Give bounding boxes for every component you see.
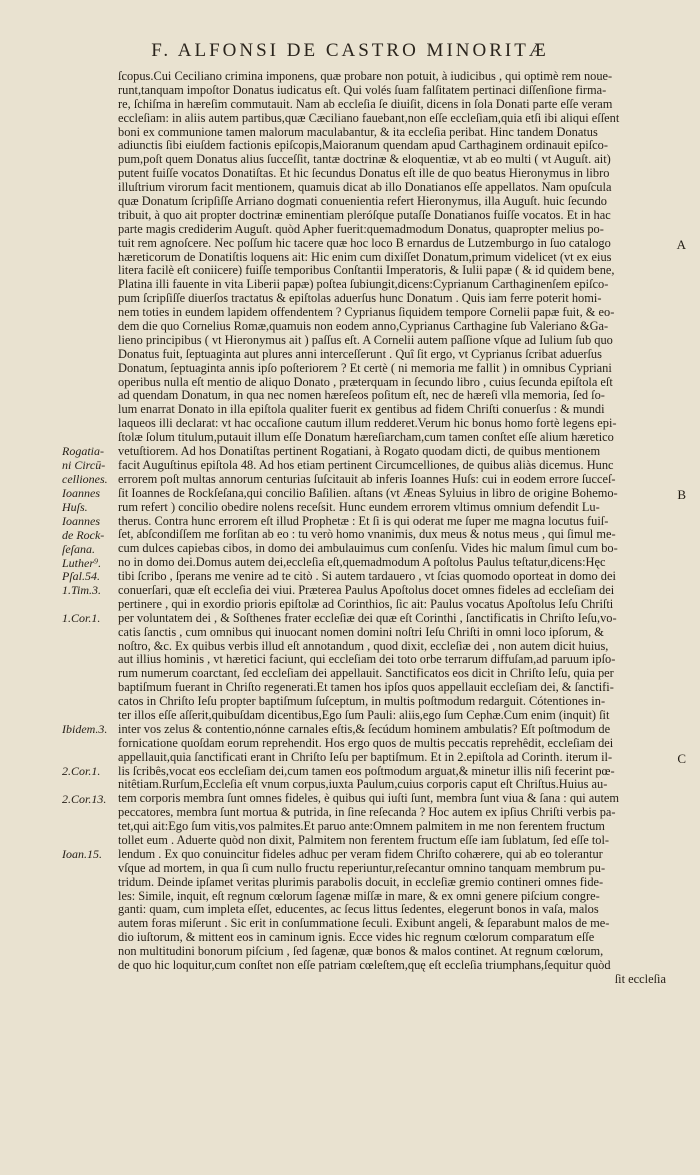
text-line: parte magis crediderim Auguſt. quòd Apher fuerit:quemadmodum Donatus, quapropter melius po- bbox=[118, 222, 604, 236]
text-line: lieno principibus ( vt Hieronymus ait ) paſſus eſt. A Cornelii autem paſſione vſque ad Iulium ſub quo bbox=[118, 333, 613, 347]
text-line: ſit Ioannes de Rockſeſana,qui concilio Baſilien. aſtans (vt Æneas Syluius in libro de origine Bohemo- bbox=[118, 486, 618, 500]
text-line: hæreticorum de Donatiſtis loquens ait: Hic enim cum dixiſſet Donatum,primum videlicet (vt ex eius bbox=[118, 250, 612, 264]
text-line: cum dulces capiebas cibos, in domo dei ambulauimus cum conſenſu. Vides hic malum ſimul cum bo- bbox=[118, 542, 618, 556]
text-line: vſque ad mortem, in qua ſi cum nullo fructu reperiuntur,reſecantur omnino tanquam membrum pu- bbox=[118, 861, 606, 875]
section-marker: A bbox=[676, 236, 686, 252]
text-line: tollet eum . Aduerte quòd non dixit, Palmitem non ferentem fructum eſſe iam ſublatum, ſed eſſe tol- bbox=[118, 833, 610, 847]
text-line: ter illos eſſe aſſerit,quibuſdam dicentibus,Ego ſum Pauli: aliis,ego ſum Cephæ.Cum enim (inquit) ſit bbox=[118, 708, 610, 722]
text-line: putent fuiſſe vocatos Donatiſtas. Et hic ſecundus Donatus eſt ille de quo beatus Hieronymus in libro bbox=[118, 167, 610, 181]
margin-note: Ioannes bbox=[62, 513, 100, 528]
text-line: noſtro, &c. Ex quibus verbis illud eſt annotandum , quod dixit, eccleſiæ dei , non autem dicit huius, bbox=[118, 639, 609, 653]
margin-note: Ioan.15. bbox=[62, 847, 102, 862]
margin-note: Rogatia- bbox=[62, 444, 104, 459]
text-line: de quo hic loquitur,cum conſtet non eſſe patriam cœleſtem,quę eſt eccleſia triumphans,ſequitur quòd bbox=[118, 959, 611, 972]
text-line: tibi ſcribo , ſperans me venire ad te citò . Si autem tardauero , vt ſcias quomodo oporteat in domo dei bbox=[118, 570, 616, 584]
margin-note: 1.Tim.3. bbox=[62, 583, 102, 598]
text-line: errorem poſt multas annorum centurias ſuſcitauit ab inferis Ioannes Huſs: cui in eodem errore ſucceſ- bbox=[118, 472, 616, 486]
text-line: autem foras miſerunt . Sic erit in conſummatione ſeculi. Exibunt angeli, & ſeparabunt malos de me- bbox=[118, 917, 610, 931]
text-line: no in domo dei.Domus autem dei,eccleſia eſt,quemadmodum A poſtolus Paulus teſtatur,dicens:Hęc bbox=[118, 556, 606, 570]
text-line: vetuſtiorem. Ad hos Donatiſtas pertinent Rogatiani, à Rogato quodam dicti, de quibus mentionem bbox=[118, 445, 601, 459]
text-line: nitêtiam.Rurſum,Eccleſia eſt vnum corpus,iuxta Paulum,cuius corporis caput eſt Chriſtus.Huius au- bbox=[118, 778, 608, 792]
text-line: ganti: quam, cum impleta eſſet, educentes, ac ſecus littus ſedentes, elegerunt bonos in vaſa, malos bbox=[118, 903, 599, 917]
margin-note: Ibidem.3. bbox=[62, 722, 108, 737]
text-line: lum enarrat Donato in illa epiſtola qualiter fuerit ex gentibus ad fidem Chriſti conuerſus : & mundi bbox=[118, 403, 605, 417]
margin-note: Ioannes bbox=[62, 486, 100, 500]
text-line: rum numerum coarctant, ſed eccleſiam dei appellauit. Sanctificatos eos dicit in Chriſto Ieſu, quia per bbox=[118, 667, 614, 681]
text-line: fornicatione quoſdam eorum reprehendit. Hos ergo quos de multis peccatis reprehêdit, eccleſiam dei bbox=[118, 736, 614, 750]
text-line: boni ex communione tamen malorum maculabantur, & ita eccleſia peribat. Hinc tandem Donatus bbox=[118, 125, 598, 139]
text-line: facit Auguſtinus epiſtola 48. Ad hos etiam pertinent Circumcelliones, de quibus aliàs dicemus. Hunc bbox=[118, 458, 614, 472]
text-line: illuſtrium virorum facit mentionem, quamuis dicat ab illo Donatianos eſſe appellatos. Nam opuſcula bbox=[118, 181, 612, 195]
margin-note: 2.Cor.13. bbox=[62, 791, 107, 806]
text-line: runt,tanquam impoſtor Donatus iudicatus eſt. Qui volés ſuam falſitatem pertinaci diſſenſione firma- bbox=[118, 83, 607, 97]
running-header: F. ALFONSI DE CASTRO MINORITÆ bbox=[151, 40, 549, 61]
text-line: tribuit, à quo ait propter doctrinæ eminentiam pleróſque putaſſe Donatianos fuiſſe vocatos. Et in hac bbox=[118, 208, 611, 222]
text-line: pum ſcripſiſſe diuerſos tractatus & epiſtolas aduerſus hunc Donatum . Quis iam ferre poterit homi- bbox=[118, 292, 602, 306]
margin-note: de Rock- bbox=[62, 527, 105, 542]
margin-note: Pſal.54. bbox=[62, 569, 100, 584]
text-line: dem die quo Cornelius Romæ,quamuis non eodem anno,Cyprianus Carthagine ſub Valeriano &Ga- bbox=[118, 320, 609, 334]
margin-note: ſeſana. bbox=[62, 541, 95, 556]
text-line: pum,poſt quem Donatus alius ſucceſſit, tantæ doctrinæ & eloquentiæ, vt ab eo multi ( vt Auguſt. ait) bbox=[118, 153, 611, 167]
margin-note: 2.Cor.1. bbox=[62, 764, 101, 778]
margin-note: celliones. bbox=[62, 472, 108, 487]
text-line: ſcopus.Cui Ceciliano crimina imponens, quæ probare non potuit, à iudicibus , qui optimè rem noue- bbox=[118, 70, 613, 83]
text-line: Donatum, ſeptuaginta annis ipſo poſteriorem ? Et certè ( ni memoria me fallit ) in omnibus Cypriani bbox=[118, 361, 612, 375]
text-line: lendum . Ex quo conuincitur fideles adhuc per veram fidem Chriſto cohærere, qui ab eo tolerantur bbox=[118, 847, 603, 861]
section-marker: C bbox=[677, 751, 686, 767]
text-line: operibus nulla eſt mentio de aliquo Donato , præterquam in ſecundo libro , cuius ſecunda epiſtola eſt bbox=[118, 375, 613, 389]
text-line: per voluntatem dei , & Soſthenes frater eccleſiæ dei quæ eſt Corinthi , ſanctificatis in Chriſto Ieſu,vo- bbox=[118, 611, 617, 625]
text-line: pertinere , qui in exordio prioris epiſtolæ ad Corinthios, ſic ait: Paulus vocatus Apoſtolus Ieſu Chriſti bbox=[118, 597, 614, 611]
text-line: laqueos illi declarat: vt hac occaſione cautum illum redderet.Verum hic bonus homo fortè legens epi- bbox=[118, 417, 617, 431]
text-line: litera facilè eſt coniicere) fuiſſe temporibus Conſtantii Imperatoris, & Iulii papæ ( & id quidem bene, bbox=[118, 264, 615, 278]
text-line: baptiſmum fuerant in Chriſto regenerati.Et tamen hos ipſos quos appellauit eccleſiam dei, & ſanctifi- bbox=[118, 681, 614, 695]
text-line: tuit rem agnoſcere. Nec poſſum hic tacere quæ hoc loco B ernardus de Lutzemburgo in ſuo catalogo bbox=[118, 236, 611, 250]
text-line: nem toties in eundem lapidem offendentem ? Cyprianus ſiquidem tempore Cornelii papæ fuit, & eo- bbox=[118, 306, 615, 320]
margin-note: Huſs. bbox=[62, 499, 88, 514]
text-line: Donatus fuit, ſeptuaginta aut plures anni interceſſerunt . Quî ſit ergo, vt Cyprianus ſcribat aduerſus bbox=[118, 347, 602, 361]
text-line: quæ Donatum ſcripſiſſe Arriano dogmati conuenientia refert Hieronymus, illa Auguſt. huic ſecundo bbox=[118, 195, 607, 209]
text-line: les: Simile, inquit, eſt regnum cœlorum ſagenæ miſſæ in mare, & ex omni genere piſcium congre- bbox=[118, 889, 600, 903]
text-line: Platina illi fauente in vita Liberii papæ) poſtea ſubiungit,dicens:Cyprianum Carthaginenſem epiſco- bbox=[118, 278, 609, 292]
margin-note: Luther⁹. bbox=[62, 555, 102, 570]
section-marker: B bbox=[677, 487, 686, 502]
text-line: rum refert ) concilio obedire nolens receſsit. Hunc eundem errorem vltimus omnium defendit Lu- bbox=[118, 500, 600, 514]
text-line: conuerſari, quæ eſt eccleſia dei viui. Præterea Paulus Apoſtolus docet omnes fideles ad eccleſiam dei bbox=[118, 583, 615, 597]
text-line: catis ſanctis , cum omnibus qui inuocant nomen domini noſtri Ieſu Chriſti in omni loco ipſorum, & bbox=[118, 625, 604, 639]
text-line: catos in Chriſto Ieſu propter baptiſmum ſuſceptum, in multis poſtmodum redarguit. Cótentiones in- bbox=[118, 695, 606, 709]
text-line: ad quendam Donatum, in qua nec nomen hæreſeos poſitum eſt, nec de hæreſi vlla memoria, ſed ſo- bbox=[118, 389, 605, 403]
text-line: tridum. Deinde ipſamet veritas plurimis parabolis docuit, in eccleſiæ gremio contineri omnes fide- bbox=[118, 875, 604, 889]
margin-note: ni Circū- bbox=[62, 458, 106, 473]
text-line: ſit eccleſia bbox=[614, 972, 666, 986]
text-line: non multitudini bonorum piſcium , ſed ſagenæ, quæ bonos & malos continet. At regnum cœlorum, bbox=[118, 945, 604, 959]
text-line: tet,qui ait:Ego ſum vitis,vos palmites.Et paruo ante:Omnem palmitem in me non ferentem fructum bbox=[118, 820, 605, 834]
text-line: re, ſchiſma in hæreſim commutauit. Nam ab eccleſia ſe diuiſit, dicens in ſola Donati parte eſſe veram bbox=[118, 97, 613, 111]
text-line: aut illius hominis , vt hæretici faciunt, qui eccleſiam dei toto orbe terrarum diffuſam,ad paruum ipſo- bbox=[118, 653, 616, 667]
body-text bbox=[118, 70, 666, 987]
text-line: ſet, abſcondiſſem me forſitan ab eo : tu verò homo vnanimis, dux meus & notus meus , qui ſimul me- bbox=[118, 528, 616, 542]
text-line: therus. Contra hunc errorem eſt illud Prophetæ : Et ſi is qui oderat me ſuper me magna locutus fuiſ- bbox=[118, 514, 609, 528]
text-line: ſtolæ ſolum titulum,putauit illum eſſe Donatum hæreſiarcham,cum tamen conſtet eſſe alium hæretico bbox=[118, 431, 614, 445]
text-line: peccatores, membra ſunt mortua & putrida, in ſine reſecanda ? Hoc autem ex ipſius Chriſti verbis pa- bbox=[118, 806, 616, 820]
text-line: lis ſcribês,vocat eos eccleſiam dei,cum tamen eos poſtmodum arguat,& minetur illis niſi fecerint pœ- bbox=[118, 764, 615, 778]
text-line: appellauit,quia ſanctificati erant in Chriſto Ieſu per baptiſmum. Et in 2.epiſtola ad Corinth. iterum il- bbox=[118, 750, 613, 764]
text-line: adiunctis ſibi eiuſdem factionis epiſcopis,Maioranum quendam apud Carthaginem ordinauit epiſco- bbox=[118, 139, 608, 153]
text-line: dio iuſtorum, & mittent eos in caminum ignis. Ecce vides hic regnum cœlorum comparatum eſſe bbox=[118, 931, 595, 945]
text-line: inter vos zelus & contentio,nónne carnales eſtis,& ſecúdum hominem ambulatis? Eſt poſtmodum de bbox=[118, 722, 611, 736]
text-line: eccleſiam: in aliis autem partibus,quæ Cæciliano fauebant,non eſſe eccleſiam,quia etſi ibi aliqui eſſent bbox=[118, 111, 620, 125]
text-line: tem corporis membra ſunt omnes fideles, è quibus qui iuſti ſunt, membra ſunt viua & ſana : qui autem bbox=[118, 792, 620, 806]
margin-note: 1.Cor.1. bbox=[62, 611, 101, 626]
